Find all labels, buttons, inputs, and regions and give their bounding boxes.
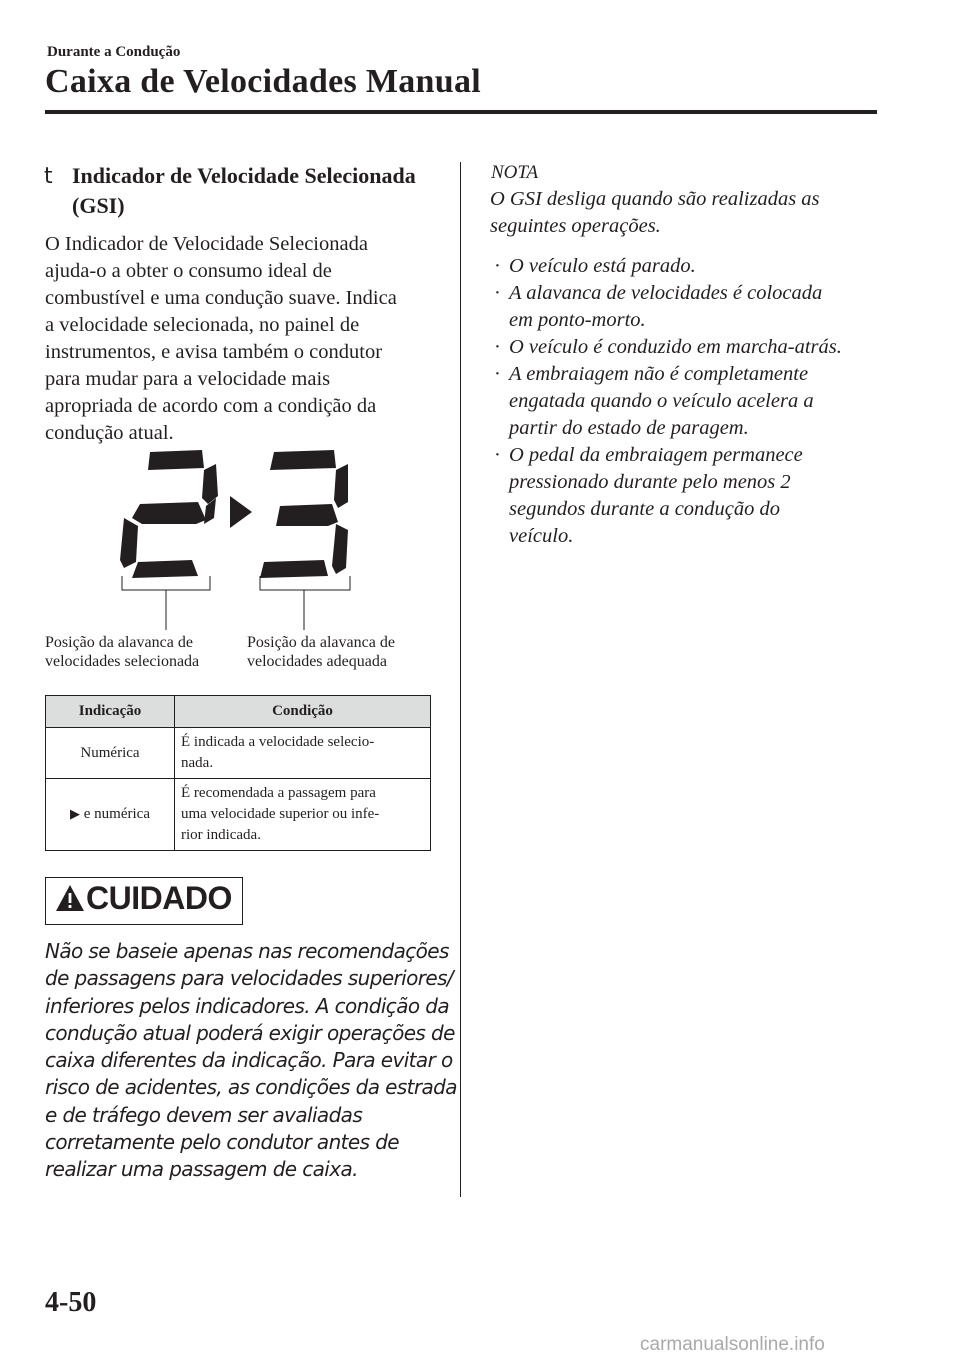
indication-text: e numérica (83, 806, 150, 822)
cell-line: uma velocidade superior ou infe- (181, 806, 380, 822)
table-row (46, 728, 431, 779)
caution-line: inferiores pelos indicadores. A condição da (45, 993, 449, 1018)
caution-text (45, 938, 457, 1184)
header-rule (45, 110, 877, 114)
cell-line: rior indicada. (181, 827, 261, 843)
body-line: para mudar para a velocidade mais (45, 368, 331, 390)
segment-3-upper-right (334, 464, 348, 508)
body-line: apropriada de acordo com a condição da (45, 395, 377, 417)
segment-2-lower-left (120, 518, 138, 568)
cell-line: É recomendada a passagem para (181, 785, 376, 801)
list-item (493, 442, 883, 550)
bullet-line: O veículo está parado. (509, 255, 696, 277)
bullet-dot: · (494, 282, 501, 304)
table-header-row (46, 696, 431, 728)
segment-3-top (270, 450, 336, 470)
table-row (46, 779, 431, 851)
body-line: O Indicador de Velocidade Selecionada (45, 233, 368, 255)
body-line: a velocidade selecionada, no painel de (45, 314, 360, 336)
section-title (72, 161, 447, 221)
bullet-line: O pedal da embraiagem permanece (509, 444, 803, 466)
body-line: instrumentos, e avisa também o condutor (45, 341, 383, 363)
bullet-dot: · (494, 336, 501, 358)
segment-3-middle (276, 504, 338, 526)
bullet-line: veículo. (509, 525, 574, 547)
caution-line: condução atual poderá exigir operações de (45, 1020, 455, 1045)
bullet-line: partir do estado de paragem. (509, 417, 749, 439)
bullet-line: engatada quando o veículo acelera a (509, 390, 814, 412)
caution-line: corretamente pelo condutor antes de (45, 1130, 399, 1155)
body-line: condução atual. (45, 422, 174, 444)
list-item (493, 334, 883, 361)
bullet-line: A embraiagem não é completamente (509, 363, 809, 385)
list-item (493, 253, 883, 280)
bullet-dot: · (494, 363, 501, 385)
cell-condition (175, 779, 431, 851)
caution-line: Não se baseie apenas nas recomendações (45, 939, 449, 963)
bullet-dot: · (494, 255, 501, 277)
warning-triangle-icon (55, 884, 85, 912)
section-body (45, 231, 445, 447)
caution-label: CUIDADO (86, 880, 232, 916)
label-selected-gear (45, 633, 199, 671)
body-line: ajuda-o a obter o consumo ideal de (45, 260, 332, 282)
note-intro (490, 186, 870, 240)
bullet-line: segundos durante a condução do (509, 498, 781, 520)
section-marker: t (44, 164, 53, 189)
cell-condition (175, 728, 431, 779)
running-header: Durante a Condução (47, 44, 181, 60)
cell-indication (46, 779, 175, 851)
segment-3-bottom (260, 560, 328, 578)
section-title-line: Indicador de Velocidade Selecionada (72, 163, 416, 188)
bullet-dot: · (494, 444, 501, 466)
header-indication: Indicação (46, 696, 175, 728)
section-title-line: (GSI) (72, 193, 125, 218)
label-line: velocidades adequada (247, 653, 387, 670)
segment-2-middle (132, 502, 206, 524)
gsi-display-illustration (110, 440, 370, 630)
note-heading: NOTA (491, 162, 539, 183)
body-line: combustível e uma condução suave. Indica (45, 287, 397, 309)
segment-2-bottom (132, 560, 198, 578)
segment-3-lower-right (332, 524, 348, 574)
bracket-selected (122, 576, 210, 590)
bullet-line: pressionado durante pelo menos 2 (509, 471, 791, 493)
bullet-line: O veículo é conduzido em marcha-atrás. (509, 336, 842, 358)
header-condition: Condição (175, 696, 431, 728)
caution-line: de passagens para velocidades superiores/ (45, 966, 454, 991)
list-item (493, 280, 883, 334)
cell-line: nada. (181, 755, 214, 771)
cell-line: É indicada a velocidade selecio- (181, 734, 375, 750)
note-intro-line: seguintes operações. (490, 215, 661, 237)
chapter-title: Caixa de Velocidades Manual (45, 63, 481, 100)
arrow-icon: ▶ (70, 807, 81, 822)
caution-line: e de tráfego devem ser avaliadas (45, 1102, 363, 1127)
caution-line: risco de acidentes, as condições da estrada (45, 1075, 457, 1100)
caution-line: caixa diferentes da indicação. Para evitar o (45, 1048, 453, 1073)
bullet-line: em ponto-morto. (509, 309, 646, 331)
note-intro-line: O GSI desliga quando são realizadas as (490, 188, 820, 210)
label-line: velocidades selecionada (45, 653, 200, 670)
arrow-indicator (230, 496, 252, 528)
label-appropriate-gear (247, 633, 395, 671)
caution-line: realizar uma passagem de caixa. (45, 1157, 358, 1182)
label-line: Posição da alavanca de (247, 634, 395, 651)
cell-indication: Numérica (46, 728, 175, 779)
segment-2-upper-right (202, 464, 218, 504)
column-divider (460, 162, 461, 1197)
indication-table (45, 695, 431, 851)
list-item (493, 361, 883, 442)
watermark: carmanualsonline.info (640, 1334, 825, 1355)
page-number: 4-50 (45, 1287, 97, 1318)
bullet-line: A alavanca de velocidades é colocada (509, 282, 823, 304)
bracket-appropriate (260, 576, 350, 590)
segment-2-top (148, 450, 204, 470)
label-line: Posição da alavanca de (45, 634, 193, 651)
note-bullet-list (493, 253, 883, 550)
